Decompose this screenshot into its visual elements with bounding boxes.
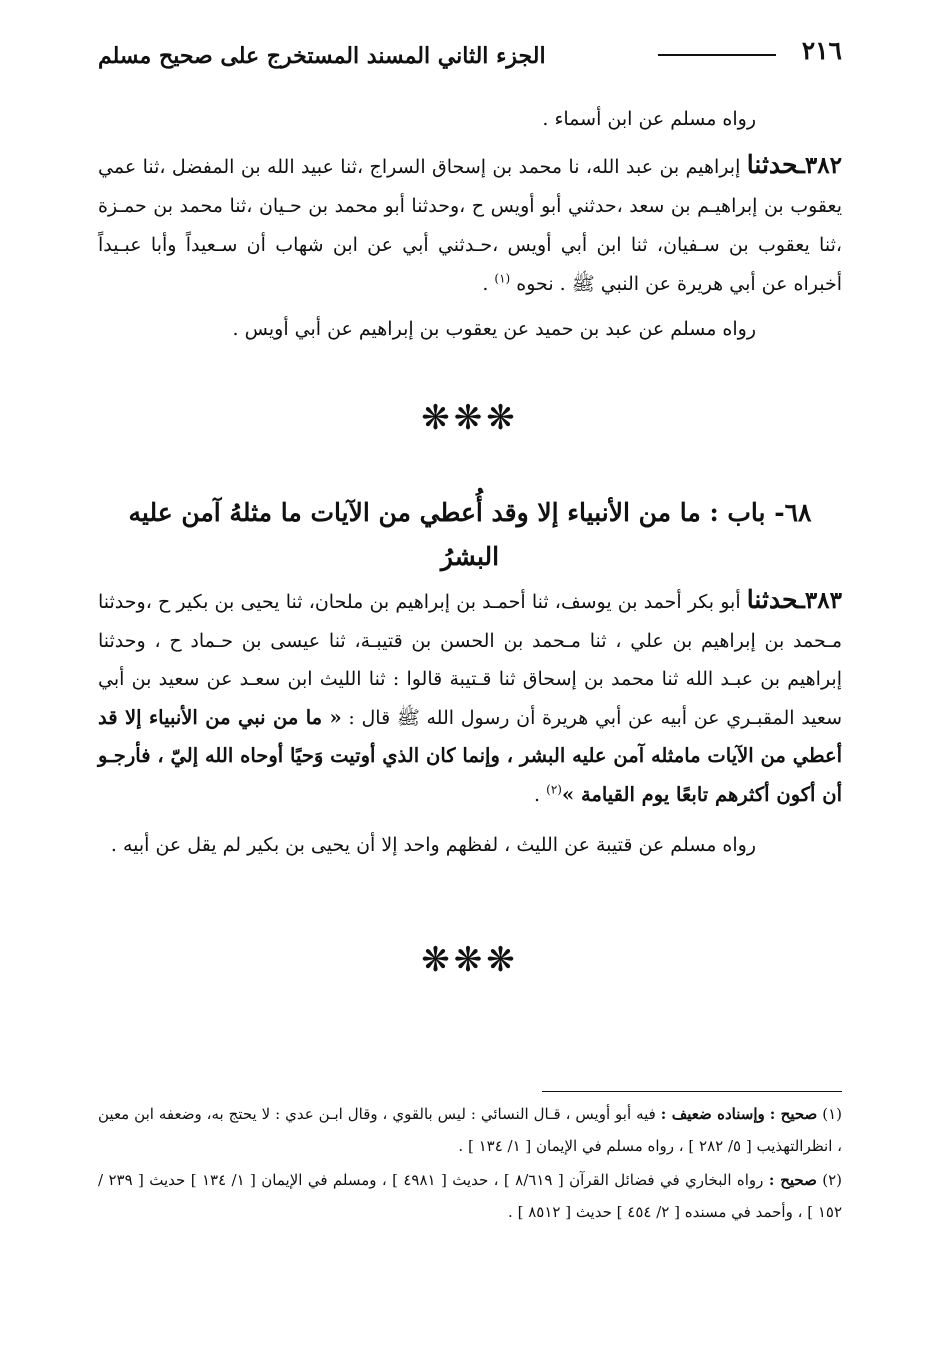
section-ornament-2: ❋❋❋ — [421, 940, 519, 980]
footnote-1-number: (١) — [822, 1105, 842, 1123]
section-ornament-1: ❋❋❋ — [421, 398, 519, 438]
riwaya-382: رواه مسلم عن عبد بن حميد عن يعقوب بن إبراهيم عن أبي أويس . — [232, 318, 756, 340]
footnote-2-number: (٢) — [822, 1171, 843, 1189]
hadith-382-end: . — [482, 273, 489, 295]
hadith-383-number: ٣٨٣ـ — [798, 587, 842, 614]
chapter-heading — [98, 491, 842, 579]
footnote-ref-1[interactable]: (١) — [494, 271, 511, 286]
hadith-383-marker — [747, 587, 842, 614]
chapter-label: باب : — [709, 498, 766, 527]
hadith-383 — [98, 581, 842, 814]
chapter-title: ما من الأنبياء إلا وقد أُعطي من الآيات ما مثلهُ آمن عليه البشرُ — [128, 498, 701, 571]
footnote-1-text: فيه أبو أويس ، قـال النسائي : ليس بالقوي ، وقال ابـن عدي : لا يحتج به، وضعفه ابن معين ، انظرالتهذيب [ ٥/ ٢٨٢ ] ، رواه مسلم في الإيمان [ ١/ ١٣٤ ] . — [98, 1105, 842, 1155]
hadith-383-end: . — [534, 783, 541, 806]
hadith-382-tahdith: حدثنا — [746, 150, 799, 179]
footnote-2 — [98, 1164, 842, 1228]
riwaya-383: رواه مسلم عن قتيبة عن الليث ، لفظهم واحد إلا أن يحيى بن بكير لم يقل عن أبيه . — [110, 834, 756, 856]
hadith-382 — [98, 145, 842, 304]
running-title: الجزء الثاني المسند المستخرج على صحيح مسلم — [98, 43, 546, 69]
top-riwaya-line: رواه مسلم عن ابن أسماء . — [542, 108, 756, 130]
footnote-2-text: رواه البخاري في فضائل القرآن [ ٨/٦١٩ ] ، حديث [ ٤٩٨١ ] ، ومسلم في الإيمان [ ١/ ١٣٤ ] حديث [ ٢٣٩ / ١٥٢ ] ، وأحمد في مسنده [ ٢/ ٤٥٤ ] حديث [ ٨٥١٢ ] . — [98, 1171, 842, 1221]
footnotes — [98, 1098, 842, 1228]
hadith-383-tahdith: حدثنا — [746, 585, 799, 614]
hadith-383-matn: « ما من نبي من الأنبياء إلا قد أعطي من الآيات مامثله آمن عليه البشر ، وإنما كان الذي أوتيت وَحيًا أوحاه الله إليّ ، فأرجـو أن أكون أكثرهم تابعًا يوم القيامة » — [98, 705, 842, 806]
chapter-number: ٦٨- — [774, 498, 812, 527]
hadith-382-number: ٣٨٢ـ — [798, 152, 842, 179]
footnote-ref-2[interactable]: (٢) — [546, 782, 562, 797]
hadith-383-chain: أبو بكر أحمد بن يوسف، ثنا أحمـد بن إبراهيم بن ملحان، ثنا يحيى بن بكير ح ،وحدثنا مـحمد بن إبراهيم بن علي ، ثنا مـحمد بن الحسن بن قتيبـة، ثنا عيسى بن حـماد ح ، وحدثنا إبراهيم بن عبـد الله ثنا محمد بن إسحاق ثنا قـتيبة قالوا : ثنا الليث ابن سعـد عن سعيد بن أبي سعيد المقبـري عن أبيه عن أبي هريرة أن رسول الله ﷺ قال : — [98, 591, 842, 729]
footnote-2-grade: صحيح : — [768, 1171, 817, 1189]
footnote-1-grade: صحيح : — [769, 1105, 818, 1123]
book-page — [98, 30, 842, 1228]
page-number: ٢١٦ — [801, 36, 842, 65]
header-rule — [658, 54, 776, 56]
footnote-1-grade-detail: وإسناده ضعيف : — [660, 1105, 765, 1123]
footnote-rule — [542, 1091, 842, 1092]
hadith-382-marker — [747, 152, 842, 179]
hadith-382-text: إبراهيم بن عبد الله، نا محمد بن إسحاق السراج ،ثنا عبيد الله بن المفضل ،ثنا عمي يعقوب بن إبراهيـم بن سعد ،حدثني أبو أويس ح ،وحدثنا أبو محمد بن حـيان ،ثنا محمد بن حمـزة ،ثنا يعقوب بن سـفيان، ثنا ابن أبي أويس ،حـدثني أبي عن ابن شهاب أن سـعيداً وأبا عبـيداً أخبراه عن أبي هريرة عن النبي ﷺ . نحوه — [98, 156, 842, 295]
footnote-1 — [98, 1098, 842, 1162]
page-header — [98, 30, 842, 78]
